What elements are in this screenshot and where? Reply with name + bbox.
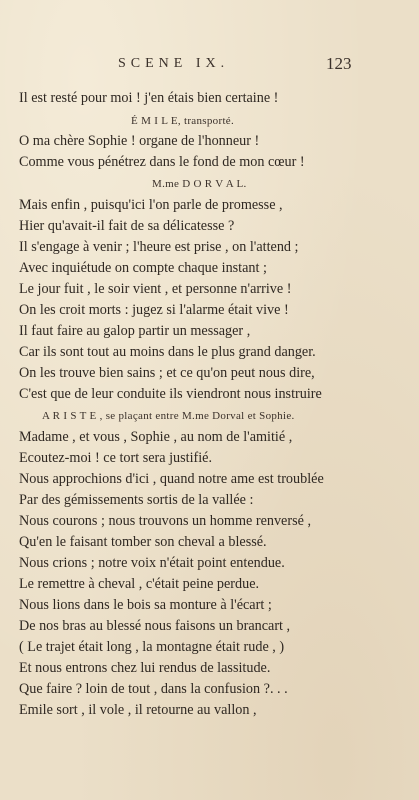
- verse-line: Hier qu'avait-il fait de sa délicatesse ?: [19, 218, 235, 234]
- verse-line: On les croit morts : jugez si l'alarme était vive !: [19, 302, 289, 318]
- stage-direction-emile: É M I L E, transporté.: [131, 115, 235, 127]
- verse-line: On les trouve bien sains ; et ce qu'on peut nous dire,: [19, 365, 315, 381]
- verse-line: Par des gémissements sortis de la vallée :: [19, 492, 254, 508]
- verse-line: Il s'engage à venir ; l'heure est prise , on l'attend ;: [19, 239, 299, 255]
- verse-line: Qu'en le faisant tomber son cheval a blessé.: [19, 534, 267, 550]
- verse-line: Nous crions ; notre voix n'était point entendue.: [19, 555, 285, 571]
- verse-line: Et nous entrons chez lui rendus de lassitude.: [19, 660, 271, 676]
- verse-line: Madame , et vous , Sophie , au nom de l'amitié ,: [19, 429, 293, 445]
- verse-line: Il faut faire au galop partir un messager ,: [19, 323, 251, 339]
- verse-line: Le jour fuit , le soir vient , et personne n'arrive !: [19, 281, 292, 297]
- running-title: SCENE IX.: [118, 56, 230, 71]
- page-number: 123: [326, 54, 352, 73]
- speaker-mme-dorval: M.me D O R V A L.: [152, 178, 247, 190]
- verse-line: Que faire ? loin de tout , dans la confusion ?. . .: [19, 681, 288, 697]
- verse-line: Comme vous pénétrez dans le fond de mon cœur !: [19, 154, 305, 170]
- verse-line: O ma chère Sophie ! organe de l'honneur !: [19, 133, 260, 149]
- verse-line: Mais enfin , puisqu'ici l'on parle de promesse ,: [19, 197, 283, 213]
- verse-line: Avec inquiétude on compte chaque instant ;: [19, 260, 267, 276]
- verse-line: Car ils sont tout au moins dans le plus grand danger.: [19, 344, 316, 360]
- verse-line: Emile sort , il vole , il retourne au vallon ,: [19, 702, 257, 718]
- verse-line: Le remettre à cheval , c'était peine perdue.: [19, 576, 260, 592]
- verse-line: De nos bras au blessé nous faisons un brancart ,: [19, 618, 291, 634]
- stage-direction-ariste: A R I S T E , se plaçant entre M.me Dorval et Sophie.: [42, 410, 295, 422]
- verse-line: ( Le trajet était long , la montagne était rude , ): [19, 639, 285, 655]
- verse-line: C'est que de leur conduite ils viendront nous instruire: [19, 386, 322, 402]
- verse-line: Il est resté pour moi ! j'en étais bien certaine !: [19, 90, 279, 106]
- verse-line: Nous approchions d'ici , quand notre ame est troublée: [19, 471, 324, 487]
- verse-line: Ecoutez-moi ! ce tort sera justifié.: [19, 450, 213, 466]
- verse-line: Nous lions dans le bois sa monture à l'écart ;: [19, 597, 272, 613]
- verse-line: Nous courons ; nous trouvons un homme renversé ,: [19, 513, 311, 529]
- page-header: [0, 54, 419, 76]
